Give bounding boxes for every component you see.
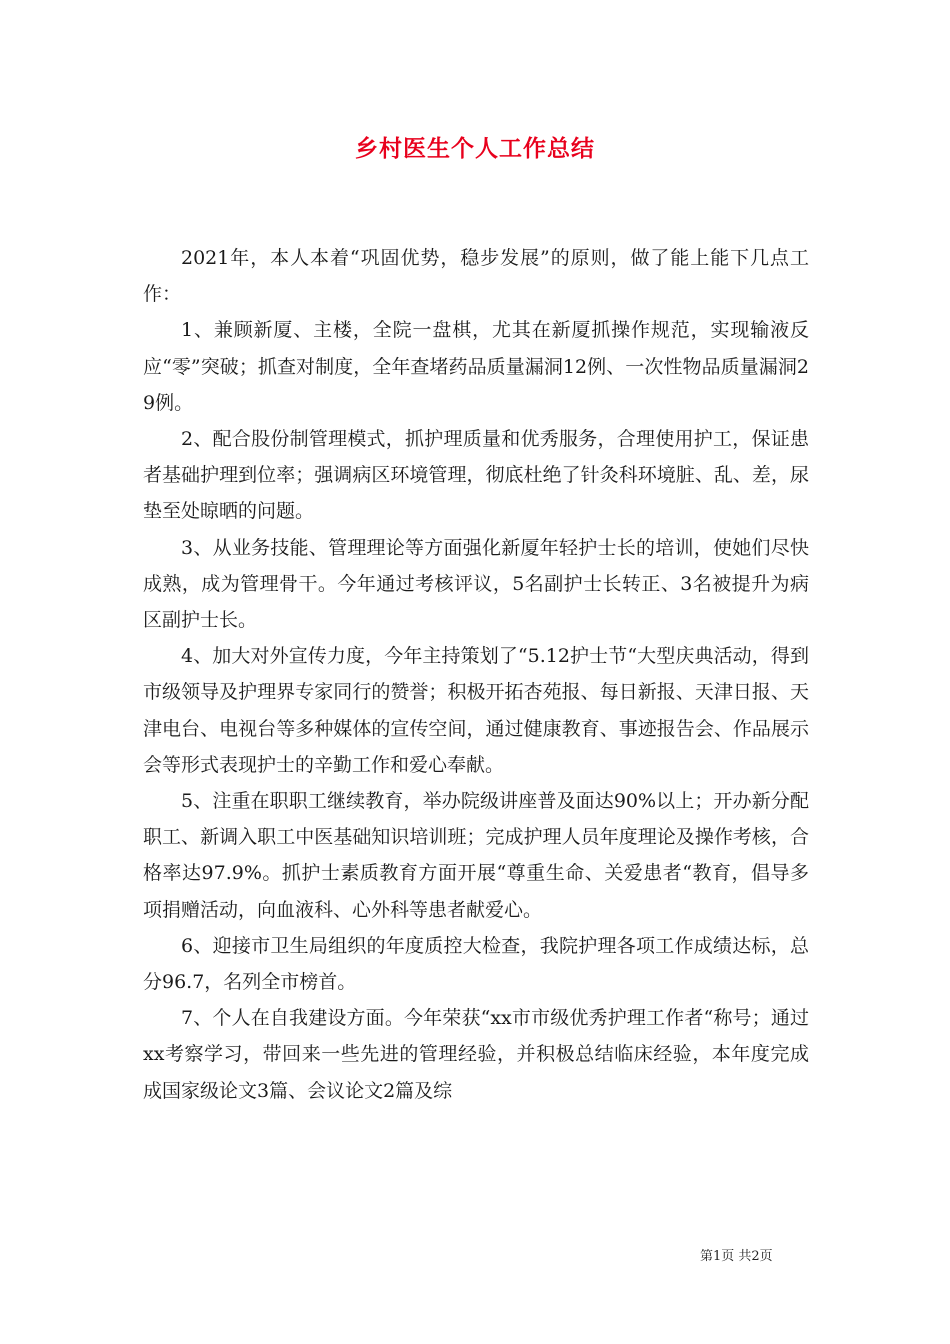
item-4-paragraph: 4、加大对外宣传力度，今年主持策划了“5.12护士节“大型庆典活动，得到市级领导及护理界专家同行的赞誉；积极开拓杏苑报、每日新报、天津日报、天津电台、电视台等多种媒体的宣传空间，通过健康教育、事迹报告会、作品展示会等形式表现护士的辛勤工作和爱心奉献。 [143,645,809,776]
document-title: 乡村医生个人工作总结 [355,135,595,162]
item-1-paragraph: 1、兼顾新厦、主楼，全院一盘棋，尤其在新厦抓操作规范，实现输液反应“零”突破；抓查对制度，全年查堵药品质量漏洞12例、一次性物品质量漏洞29例。 [143,319,809,414]
item-2-paragraph: 2、配合股份制管理模式，抓护理质量和优秀服务，合理使用护工，保证患者基础护理到位率；强调病区环境管理，彻底杜绝了针灸科环境脏、乱、差，尿垫至处晾晒的问题。 [143,428,809,523]
page-number-footer: 第1页 共2页 [700,1249,773,1264]
intro-paragraph: 2021年，本人本着“巩固优势，稳步发展”的原则，做了能上能下几点工作： [143,247,809,306]
item-3-paragraph: 3、从业务技能、管理理论等方面强化新厦年轻护士长的培训，使她们尽快成熟，成为管理骨干。今年通过考核评议，5名副护士长转正、3名被提升为病区副护士长。 [143,536,809,632]
item-6-paragraph: 6、迎接市卫生局组织的年度质控大检查，我院护理各项工作成绩达标，总分96.7，名列全市榜首。 [143,934,809,994]
document-body [143,240,809,1109]
item-5-paragraph: 5、注重在职职工继续教育，举办院级讲座普及面达90%以上；开办新分配职工、新调入职工中医基础知识培训班；完成护理人员年度理论及操作考核，合格率达97.9%。抓护士素质教育方面开展“尊重生命、关爱患者“教育，倡导多项捐赠活动，向血液科、心外科等患者献爱心。 [143,790,809,921]
item-7-paragraph: 7、个人在自我建设方面。今年荣获“xx市市级优秀护理工作者“称号；通过xx考察学习，带回来一些先进的管理经验，并积极总结临床经验，本年度完成成国家级论文3篇、会议论文2篇及综 [143,1007,809,1102]
